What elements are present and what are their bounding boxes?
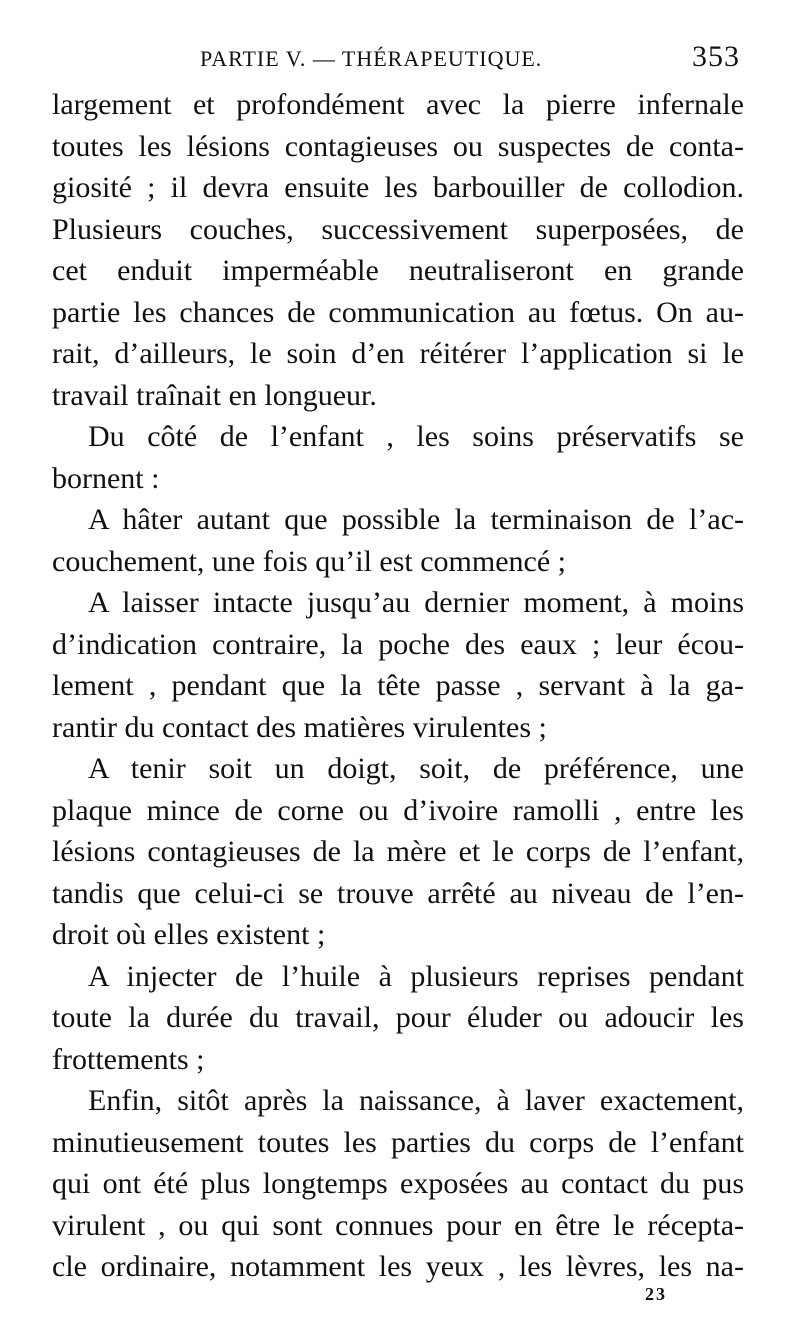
text-line: minutieusement toutes les parties du corps de l’enfant bbox=[52, 1125, 744, 1159]
text-line: largement et profondément avec la pierre infernale bbox=[52, 88, 744, 121]
text-line: frottements ; bbox=[52, 1042, 205, 1076]
text-line: couchement, une fois qu’il est commencé ; bbox=[52, 544, 566, 578]
running-head bbox=[50, 40, 740, 80]
text-line: travail traînait en longueur. bbox=[52, 378, 377, 412]
text-line: A tenir soit un doigt, soit, de préférence, une bbox=[88, 752, 744, 785]
text-line: cle ordinaire, notamment les yeux , les lèvres, les na- bbox=[52, 1250, 744, 1283]
text-line: Enfin, sitôt après la naissance, à laver exactement, bbox=[88, 1084, 744, 1117]
text-line: lement , pendant que la tête passe , servant à la ga- bbox=[52, 669, 744, 702]
running-title: PARTIE V. — THÉRAPEUTIQUE. bbox=[200, 46, 543, 71]
body-text bbox=[52, 84, 744, 1288]
text-line: qui ont été plus longtemps exposées au contact du pus bbox=[52, 1167, 744, 1200]
text-line: giosité ; il devra ensuite les barbouiller de collodion. bbox=[52, 171, 744, 204]
text-line: Plusieurs couches, successivement superposées, de bbox=[52, 212, 744, 246]
text-line: d’indication contraire, la poche des eaux ; leur écou- bbox=[52, 627, 744, 661]
text-line: Du côté de l’enfant , les soins préservatifs se bbox=[88, 420, 744, 453]
text-line: toutes les lésions contagieuses ou suspectes de conta- bbox=[52, 129, 744, 163]
text-line: partie les chances de communication au fœtus. On au- bbox=[52, 295, 744, 329]
text-line: A injecter de l’huile à plusieurs reprises pendant bbox=[88, 959, 744, 993]
text-line: A laisser intacte jusqu’au dernier moment, à moins bbox=[88, 586, 744, 619]
text-line: rait, d’ailleurs, le soin d’en réitérer l’application si le bbox=[52, 337, 744, 370]
signature-mark: 23 bbox=[645, 1284, 667, 1304]
page-number: 353 bbox=[692, 40, 740, 73]
text-line: tandis que celui-ci se trouve arrêté au niveau de l’en- bbox=[52, 876, 744, 910]
text-line: rantir du contact des matières virulentes ; bbox=[52, 710, 547, 744]
text-line: droit où elles existent ; bbox=[52, 918, 326, 951]
text-line: toute la durée du travail, pour éluder ou adoucir les bbox=[52, 1001, 744, 1034]
text-line: cet enduit imperméable neutraliseront en grande bbox=[52, 254, 744, 287]
text-line: A hâter autant que possible la terminaison de l’ac- bbox=[88, 503, 744, 536]
text-line: plaque mince de corne ou d’ivoire ramolli , entre les bbox=[52, 793, 744, 827]
text-line: lésions contagieuses de la mère et le corps de l’enfant, bbox=[52, 835, 744, 868]
text-line: virulent , ou qui sont connues pour en être le récepta- bbox=[52, 1208, 744, 1242]
text-line: bornent : bbox=[52, 461, 160, 495]
